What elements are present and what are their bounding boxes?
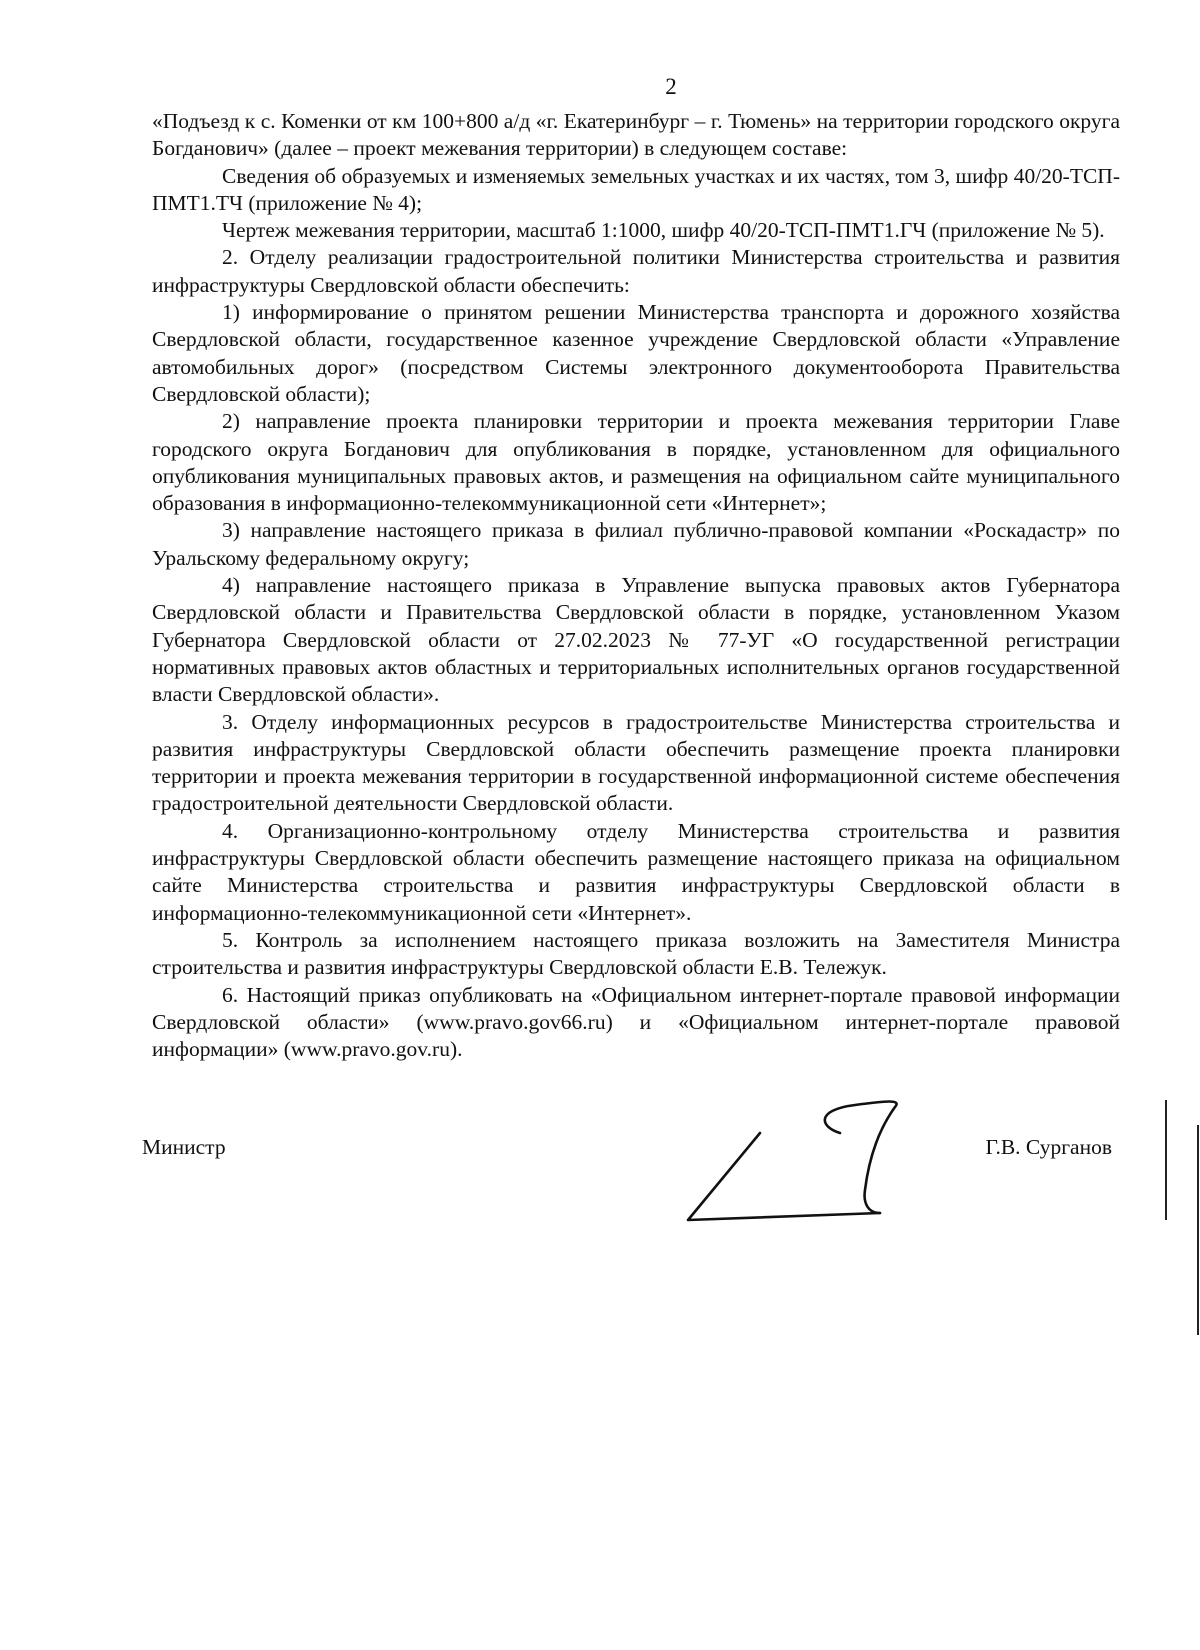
paragraph: 1) информирование о принятом решении Министерства транспорта и дорожного хозяйства Свердловской области, государственное казенное учреждение Свердловской области «Управление автомобильных дорог» (посредством Системы электронного документооборота Правительства Свердловской области); xyxy=(152,300,1120,406)
paragraph: 3. Отделу информационных ресурсов в градостроительстве Министерства строительства и развития инфраструктуры Свердловской области обеспечить размещение проекта планировки территории и проекта межевания территории в государственной информационной системе обеспечения градостроительной деятельности Свердловской области. xyxy=(152,709,1120,816)
signer-title: Министр xyxy=(142,1135,226,1159)
paragraph: 4) направление настоящего приказа в Управление выпуска правовых актов Губернатора Свердловской области и Правительства Свердловской области в порядке, установленном Указом Губернатора Свердловской области от 27.02.2023 № 77-УГ «О государственной регистрации нормативных правовых актов областных и территориальных исполнительных органов государственной власти Свердловской области». xyxy=(152,573,1120,707)
handwritten-signature xyxy=(670,1095,910,1225)
paragraph: 3) направление настоящего приказа в филиал публично-правовой компании «Роскадастр» по Уральскому федеральному округу; xyxy=(152,518,1120,570)
paragraph: 6. Настоящий приказ опубликовать на «Официальном интернет-портале правовой информации Свердловской области» (www.pravo.gov66.ru) и «Официальном интернет-портале правовой информации» (www.pravo.gov.ru). xyxy=(152,982,1120,1062)
paragraph: Чертеж межевания территории, масштаб 1:1000, шифр 40/20-ТСП-ПМТ1.ГЧ (приложение № 5). xyxy=(222,218,1105,243)
paragraph: 2) направление проекта планировки территории и проекта межевания территории Главе городского округа Богданович для опубликования в порядке, установленном для официального опубликования муниципальных правовых актов, и размещения на официальном сайте муниципального образования в информационно-телекоммуникационной сети «Интернет»; xyxy=(152,409,1120,516)
paragraph: 2. Отделу реализации градостроительной политики Министерства строительства и развития инфраструктуры Свердловской области обеспечить: xyxy=(152,245,1120,297)
paragraph: Сведения об образуемых и изменяемых земельных участках и их частях, том 3, шифр 40/20-ТСП-ПМТ1.ТЧ (приложение № 4); xyxy=(152,163,1120,215)
signer-name: Г.В. Сурганов xyxy=(985,1135,1112,1159)
page-number: 2 xyxy=(665,74,677,99)
document-body xyxy=(152,108,1120,1063)
paragraph: «Подъезд к с. Коменки от км 100+800 а/д «г. Екатеринбург – г. Тюмень» на территории городского округа Богданович» (далее – проект межевания территории) в следующем составе: xyxy=(152,109,1120,161)
paragraph: 5. Контроль за исполнением настоящего приказа возложить на Заместителя Министра строительства и развития инфраструктуры Свердловской области Е.В. Тележук. xyxy=(152,927,1120,980)
scan-edge-line xyxy=(1165,1100,1167,1220)
scan-edge-line xyxy=(1197,1125,1199,1335)
paragraph: 4. Организационно-контрольному отделу Министерства строительства и развития инфраструктуры Свердловской области обеспечить размещение настоящего приказа на официальном сайте Министерства строительства и развития инфраструктуры Свердловской области в информационно-телекоммуникационной сети «Интернет». xyxy=(152,818,1120,925)
